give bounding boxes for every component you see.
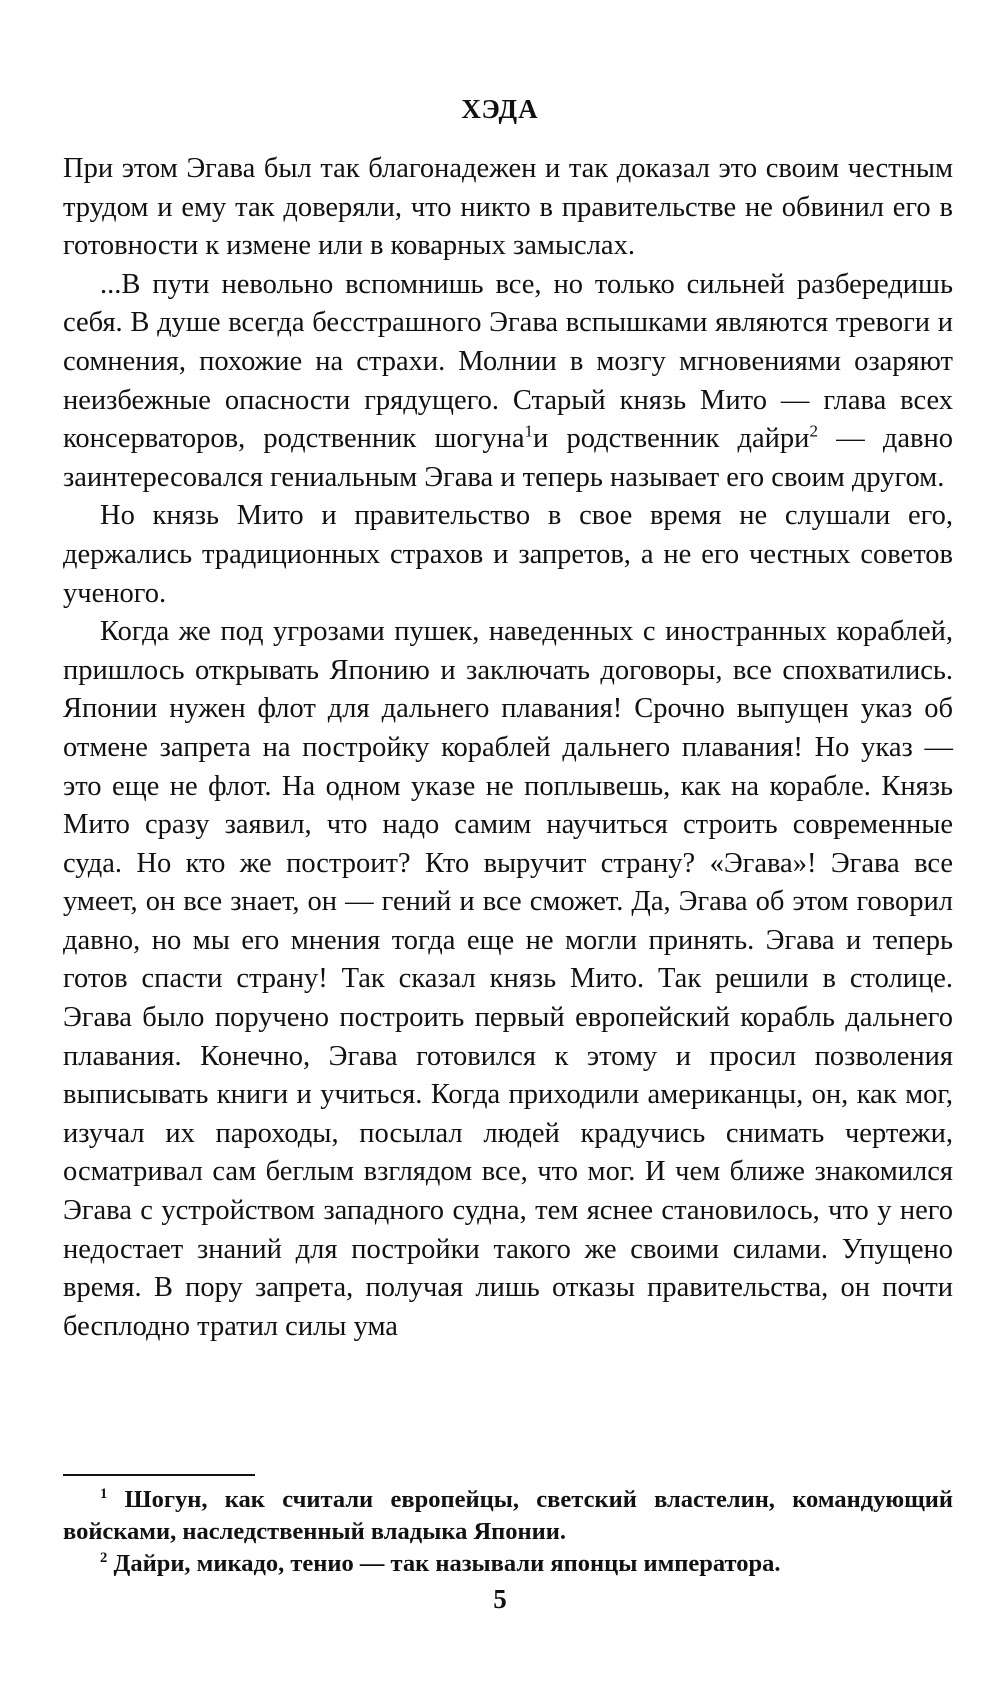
footnote-1 <box>63 1484 953 1548</box>
paragraph-1: При этом Эгава был так благонадежен и так доказал это своим честным трудом и ему так доверяли, что никто в правительстве не обвинил его в готовности к измене или в коварных замыслах. <box>63 153 953 262</box>
footnote-ref-2: 2 <box>809 421 818 441</box>
paragraph-2-text: ...В пути невольно вспомнишь все, но только сильней разбередишь себя. В душе всегда бесстрашного Эгава вспышками являются тревоги и сомнения, похожие на страхи. Молнии в мозгу мгновениями озаряют неизбежные опасности грядущего. Старый князь Мито — глава всех консерваторов, родственник шогуна <box>63 268 953 455</box>
footnote-1-mark: 1 <box>100 1485 108 1502</box>
paragraph-4: Когда же под угрозами пушек, наведенных с иностранных кораблей, пришлось открывать Японию и заключать договоры, все спохватились. Японии нужен флот для дальнего плавания! Срочно выпущен указ об отмене запрета на постройку кораблей дальнего плавания! Но указ — это еще не флот. На одном указе не поплывешь, как на корабле. Князь Мито сразу заявил, что надо самим научиться строить современные суда. Но кто же построит? Кто выручит страну? «Эгава»! Эгава все умеет, он все знает, он — гений и все сможет. Да, Эгава об этом говорил давно, но мы его мнения тогда еще не могли принять. Эгава и теперь готов спасти страну! Так сказал князь Мито. Так решили в столице. Эгава было поручено построить первый европейский корабль дальнего плавания. Конечно, Эгава готовился к этому и просил позволения выписывать книги и учиться. Когда приходили американцы, он, как мог, изучал их пароходы, посылал людей крадучись снимать чертежи, осматривал сам беглым взглядом все, что мог. И чем ближе знакомился Эгава с устройством западного судна, тем яснее становилось, что у него недостает знаний для постройки такого же своими силами. Упущено время. В пору запрета, получая лишь отказы правительства, он почти бесплодно тратил силы ума <box>63 616 953 1342</box>
paragraph-2 <box>63 266 953 498</box>
paragraph-3: Но князь Мито и правительство в свое время не слушали его, держались традиционных страхов и запретов, а не его честных советов ученого. <box>63 500 953 609</box>
footnote-2-mark: 2 <box>100 1549 108 1566</box>
footnote-2-text: Дайри, микадо, тенио — так называли японцы императора. <box>107 1550 781 1577</box>
running-head: ХЭДА <box>461 94 539 124</box>
paragraph-2-text-end: — давно заинтересовался гениальным Эгава и теперь называет его своим другом. <box>63 423 954 493</box>
footnote-1-text: Шогун, как считали европейцы, светский властелин, командующий войсками, наследственный владыка Японии. <box>63 1486 953 1545</box>
paragraph-2-text-cont: и родственник дайри <box>533 423 810 455</box>
footnote-2 <box>63 1548 953 1580</box>
body-text <box>63 150 953 1346</box>
page-number: 5 <box>493 1584 507 1614</box>
footnotes <box>63 1484 953 1580</box>
footnote-ref-1: 1 <box>524 421 534 441</box>
footnote-divider <box>63 1474 255 1476</box>
